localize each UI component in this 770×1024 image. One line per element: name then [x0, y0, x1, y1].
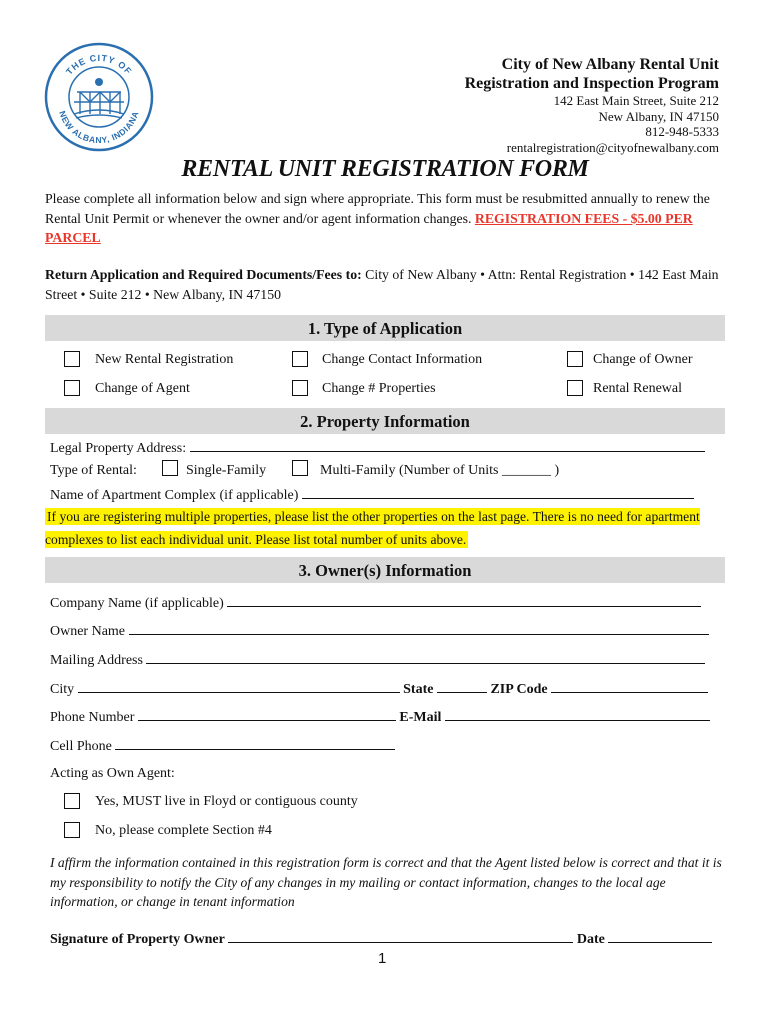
- city-row: [50, 680, 708, 698]
- cell-field[interactable]: [115, 737, 395, 750]
- phone-label: Phone Number: [50, 710, 135, 725]
- org-address2: New Albany, IN 47150: [598, 108, 719, 124]
- company-field[interactable]: [227, 594, 701, 607]
- org-name-line1: City of New Albany Rental Unit: [501, 56, 719, 73]
- checkbox-single-family[interactable]: [162, 460, 178, 476]
- company-row: [50, 594, 701, 612]
- option-label: Change of Agent: [95, 381, 190, 396]
- cell-row: [50, 737, 395, 755]
- apartment-name-row: [50, 486, 694, 504]
- checkbox-acting-yes[interactable]: [64, 793, 80, 809]
- org-phone: 812-948-5333: [645, 124, 719, 139]
- seal-text-bottom: NEW ALBANY, INDIANA: [57, 109, 141, 146]
- acting-yes-label: Yes, MUST live in Floyd or contiguous county: [95, 794, 358, 809]
- company-label: Company Name (if applicable): [50, 596, 224, 611]
- legal-address-field[interactable]: [190, 439, 705, 452]
- zip-field[interactable]: [551, 680, 708, 693]
- intro-paragraph: [45, 189, 725, 248]
- option-label: Change Contact Information: [322, 352, 483, 367]
- phone-row: [50, 708, 710, 726]
- owner-name-field[interactable]: [129, 622, 709, 635]
- org-email: rentalregistration@cityofnewalbany.com: [506, 139, 719, 155]
- mailing-row: [50, 651, 705, 669]
- section-2-header: 2. Property Information: [45, 408, 725, 434]
- highlighted-note: If you are registering multiple properties, please list the other properties on the last page. There is no need for apartment complexes to list each individual unit. Please list total number of units above.: [45, 509, 700, 547]
- checkbox-change-contact[interactable]: [292, 351, 308, 367]
- return-address: City of New Albany • Attn: Rental Registration • 142 East Main Street • Suite 212 • New Albany, IN 47150: [45, 267, 719, 302]
- checkbox-rental-renewal[interactable]: [567, 380, 583, 396]
- date-field[interactable]: [608, 930, 712, 943]
- checkbox-multi-family[interactable]: [292, 460, 308, 476]
- org-name-line2: Registration and Inspection Program: [464, 75, 719, 92]
- form-title: RENTAL UNIT REGISTRATION FORM: [181, 156, 589, 182]
- zip-label: ZIP Code: [490, 682, 548, 697]
- legal-address-row: [50, 439, 705, 457]
- city-label: City: [50, 682, 75, 697]
- email-label: E-Mail: [399, 710, 442, 725]
- section-1-header: 1. Type of Application: [45, 315, 725, 341]
- mailing-label: Mailing Address: [50, 653, 143, 668]
- mailing-field[interactable]: [146, 651, 705, 664]
- svg-text:THE CITY OF: [64, 53, 134, 77]
- state-field[interactable]: [437, 680, 487, 693]
- affirmation-text: I affirm the information contained in this registration form is correct and that the Agent listed below is correct and that it is my responsibility to notify the City of any changes in my mailing or contact information, changes to the local age information, or change in tenant information: [50, 855, 722, 909]
- fees-notice: REGISTRATION FEES - $5.00 PER PARCEL: [45, 210, 693, 245]
- cell-label: Cell Phone: [50, 739, 112, 754]
- checkbox-change-owner[interactable]: [567, 351, 583, 367]
- checkbox-acting-no[interactable]: [64, 822, 80, 838]
- section-3-header: 3. Owner(s) Information: [45, 557, 725, 583]
- signature-field[interactable]: [228, 930, 573, 943]
- date-label: Date: [576, 932, 605, 947]
- page-number: 1: [378, 950, 387, 967]
- signature-row: [50, 930, 712, 948]
- single-family-label: Single-Family: [186, 463, 267, 478]
- phone-field[interactable]: [138, 708, 396, 721]
- org-header: [465, 55, 719, 155]
- state-label: State: [403, 682, 434, 697]
- option-label: New Rental Registration: [95, 352, 234, 367]
- apartment-name-field[interactable]: [302, 486, 694, 499]
- return-instructions: [45, 265, 735, 304]
- owner-row: [50, 622, 709, 640]
- checkbox-change-properties[interactable]: [292, 380, 308, 396]
- seal-text-top: THE CITY OF: [64, 52, 134, 77]
- legal-address-label: Legal Property Address:: [50, 441, 187, 456]
- multi-family-label: Multi-Family (Number of Units _______ ): [320, 463, 560, 478]
- email-field[interactable]: [445, 708, 710, 721]
- city-field[interactable]: [78, 680, 400, 693]
- option-label: Change # Properties: [322, 381, 436, 396]
- option-label: Change of Owner: [593, 352, 693, 367]
- signature-label: Signature of Property Owner: [50, 932, 225, 947]
- type-of-rental-label: Type of Rental:: [50, 463, 137, 478]
- checkbox-change-agent[interactable]: [64, 380, 80, 396]
- city-seal-logo: [44, 42, 154, 152]
- option-label: Rental Renewal: [593, 381, 683, 396]
- checkbox-new-rental[interactable]: [64, 351, 80, 367]
- intro-text: Please complete all information below and sign where appropriate. This form must be resubmitted annually to renew the Rental Unit Permit or whenever the owner and/or agent information changes.: [45, 191, 710, 226]
- acting-no-label: No, please complete Section #4: [95, 823, 272, 838]
- apartment-name-label: Name of Apartment Complex (if applicable): [50, 488, 299, 503]
- acting-agent-label: Acting as Own Agent:: [50, 766, 175, 781]
- return-label: Return Application and Required Documents/Fees to:: [45, 267, 362, 282]
- multiple-properties-note: [45, 505, 720, 551]
- org-address1: 142 East Main Street, Suite 212: [553, 93, 719, 108]
- owner-name-label: Owner Name: [50, 624, 126, 639]
